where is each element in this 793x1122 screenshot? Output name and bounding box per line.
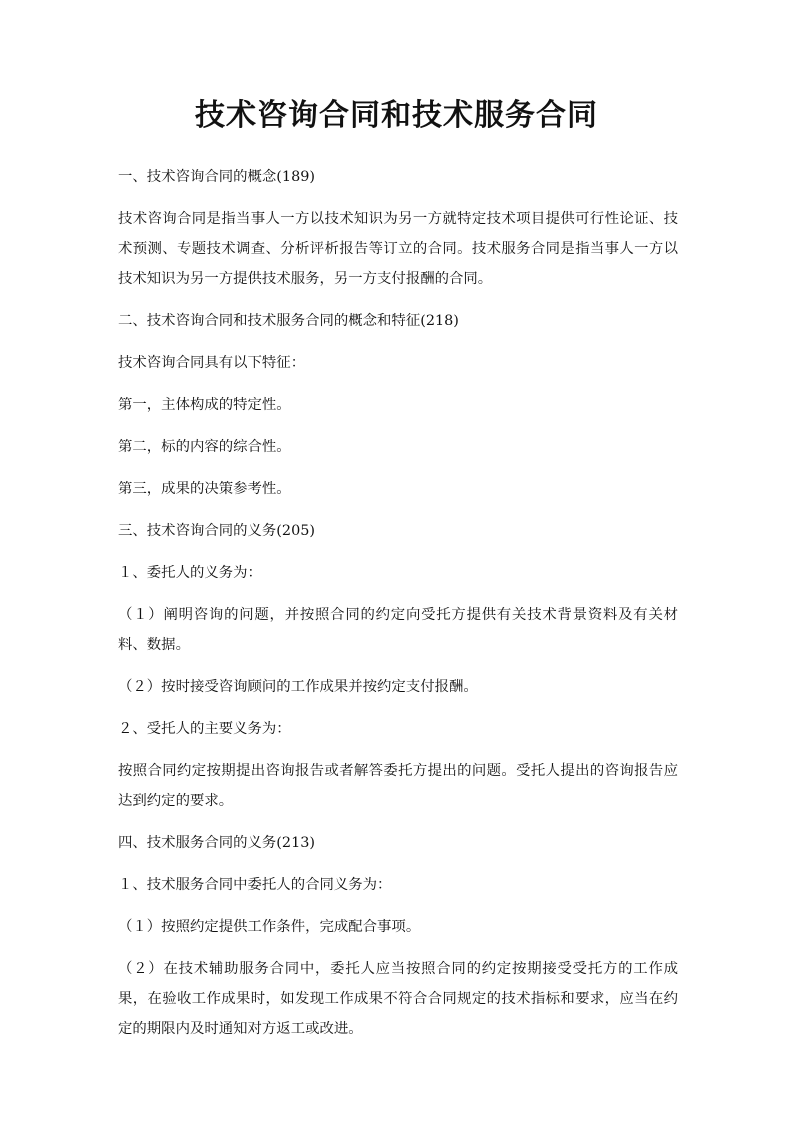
subheading-contractor-duties: ２、受托人的主要义务为： bbox=[118, 721, 291, 737]
section-heading-4: 四、技术服务合同的义务(213) bbox=[118, 835, 315, 851]
subheading-client-duties: １、委托人的义务为： bbox=[118, 565, 262, 581]
feature-item-3: 第三，成果的决策参考性。 bbox=[118, 481, 291, 497]
section-heading-2: 二、技术咨询合同和技术服务合同的概念和特征(218) bbox=[118, 313, 459, 329]
paragraph-definition: 技术咨询合同是指当事人一方以技术知识为另一方就特定技术项目提供可行性论证、技术预测、专题技术调查、分析评析报告等订立的合同。技术服务合同是指当事人一方以技术知识为另一方提供技术服务，另一方支付报酬的合同。 bbox=[118, 211, 678, 287]
contractor-duty: 按照合同约定按期提出咨询报告或者解答委托方提出的问题。受托人提出的咨询报告应达到约定的要求。 bbox=[118, 763, 678, 809]
document-title: 技术咨询合同和技术服务合同 bbox=[195, 98, 598, 133]
subheading-service-client-duties: １、技术服务合同中委托人的合同义务为： bbox=[118, 877, 392, 893]
feature-item-2: 第二，标的内容的综合性。 bbox=[118, 439, 291, 455]
section-heading-3: 三、技术咨询合同的义务(205) bbox=[118, 523, 315, 539]
client-duty-2: （２）按时接受咨询顾问的工作成果并按约定支付报酬。 bbox=[118, 679, 478, 695]
paragraph-features-intro: 技术咨询合同具有以下特征： bbox=[118, 355, 306, 371]
service-client-duty-1: （１）按照约定提供工作条件，完成配合事项。 bbox=[118, 919, 421, 935]
service-client-duty-2: （２）在技术辅助服务合同中，委托人应当按照合同的约定按期接受受托方的工作成果，在验收工作成果时，如发现工作成果不符合合同规定的技术指标和要求，应当在约定的期限内及时通知对方返工或改进。 bbox=[118, 961, 678, 1037]
section-heading-1: 一、技术咨询合同的概念(189) bbox=[118, 169, 315, 185]
feature-item-1: 第一，主体构成的特定性。 bbox=[118, 397, 291, 413]
document-body bbox=[118, 162, 678, 1056]
client-duty-1: （１）阐明咨询的问题，并按照合同的约定向受托方提供有关技术背景资料及有关材料、数据。 bbox=[118, 607, 678, 653]
